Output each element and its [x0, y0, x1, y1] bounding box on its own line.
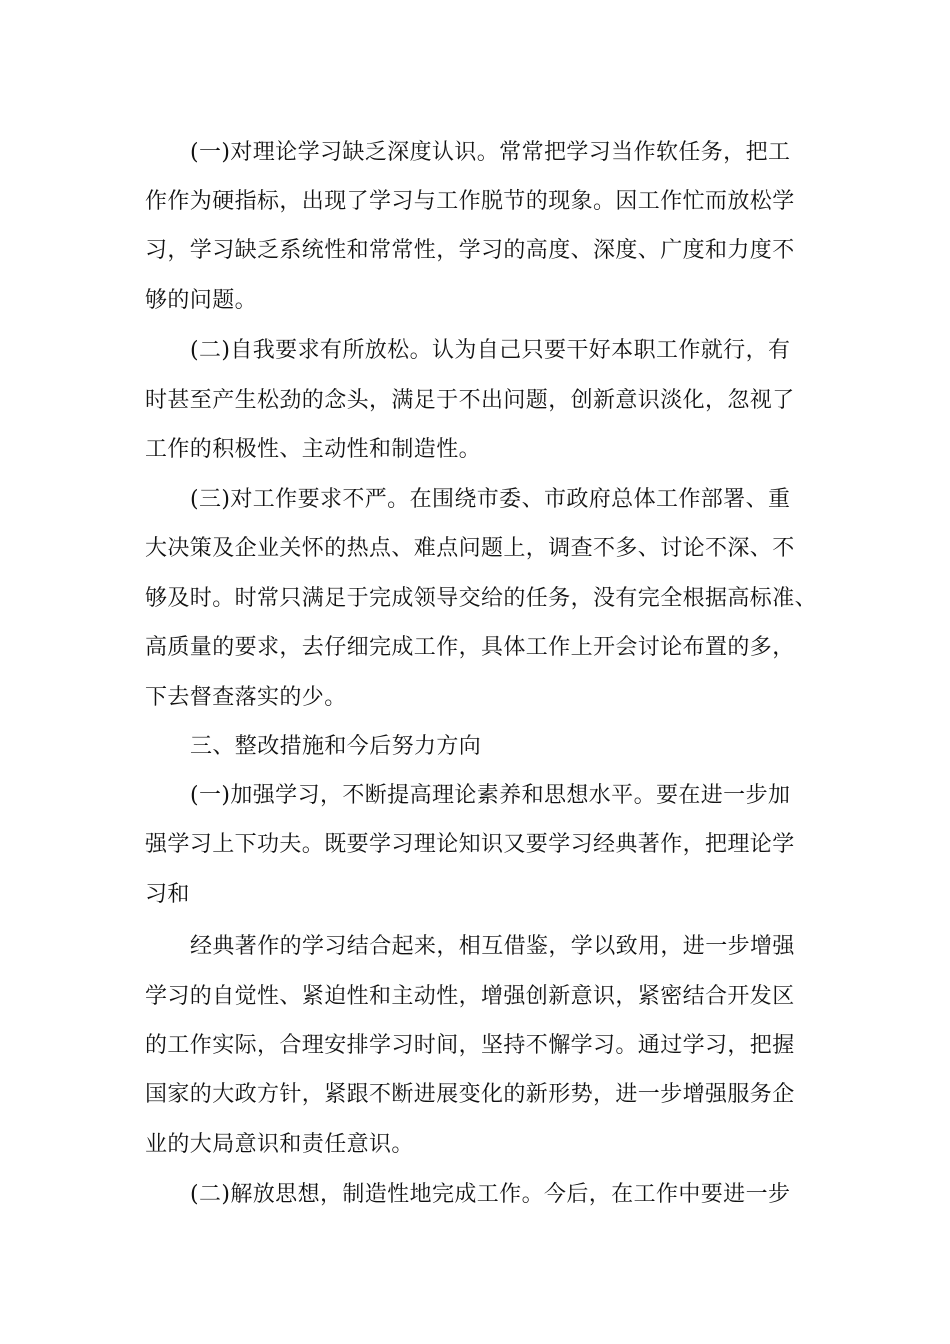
paragraph-line: 的工作实际，合理安排学习时间，坚持不懈学习。通过学习，把握 [145, 1033, 795, 1058]
paragraph-line: 学习的自觉性、紧迫性和主动性，增强创新意识，紧密结合开发区 [145, 984, 795, 1009]
paragraph-line: 工作的积极性、主动性和制造性。 [145, 437, 482, 462]
paragraph-line: 习和 [145, 882, 190, 907]
paragraph-line: 习，学习缺乏系统性和常常性，学习的高度、深度、广度和力度不 [145, 238, 795, 263]
paragraph-line: 业的大局意识和责任意识。 [145, 1132, 414, 1157]
paragraph-line: 高质量的要求，去仔细完成工作，具体工作上开会讨论布置的多， [145, 635, 795, 660]
paragraph-line: 国家的大政方针，紧跟不断进展变化的新形势，进一步增强服务企 [145, 1082, 795, 1107]
paragraph-line: (二)解放思想，制造性地完成工作。今后，在工作中要进一步 [190, 1182, 791, 1207]
paragraph-line: 作作为硬指标，出现了学习与工作脱节的现象。因工作忙而放松学 [145, 189, 795, 214]
paragraph-line: 经典著作的学习结合起来，相互借鉴，学以致用，进一步增强 [190, 934, 795, 959]
paragraph-line: 够的问题。 [145, 288, 258, 313]
paragraph-line: 大决策及企业关怀的热点、难点问题上，调查不多、讨论不深、不 [145, 536, 795, 561]
paragraph-line: (二)自我要求有所放松。认为自己只要干好本职工作就行，有 [190, 338, 791, 363]
paragraph-line: 时甚至产生松劲的念头，满足于不出问题，创新意识淡化，忽视了 [145, 388, 795, 413]
paragraph-line: 下去督查落实的少。 [145, 685, 347, 710]
paragraph-line: (一)加强学习，不断提高理论素养和思想水平。要在进一步加 [190, 783, 791, 808]
paragraph-line: (一)对理论学习缺乏深度认识。常常把学习当作软任务，把工 [190, 140, 791, 165]
paragraph-line: 强学习上下功夫。既要学习理论知识又要学习经典著作，把理论学 [145, 832, 795, 857]
paragraph-line: 够及时。时常只满足于完成领导交给的任务，没有完全根据高标准、 [145, 586, 818, 611]
paragraph-line: (三)对工作要求不严。在围绕市委、市政府总体工作部署、重 [190, 487, 791, 512]
section-heading: 三、整改措施和今后努力方向 [190, 734, 482, 759]
